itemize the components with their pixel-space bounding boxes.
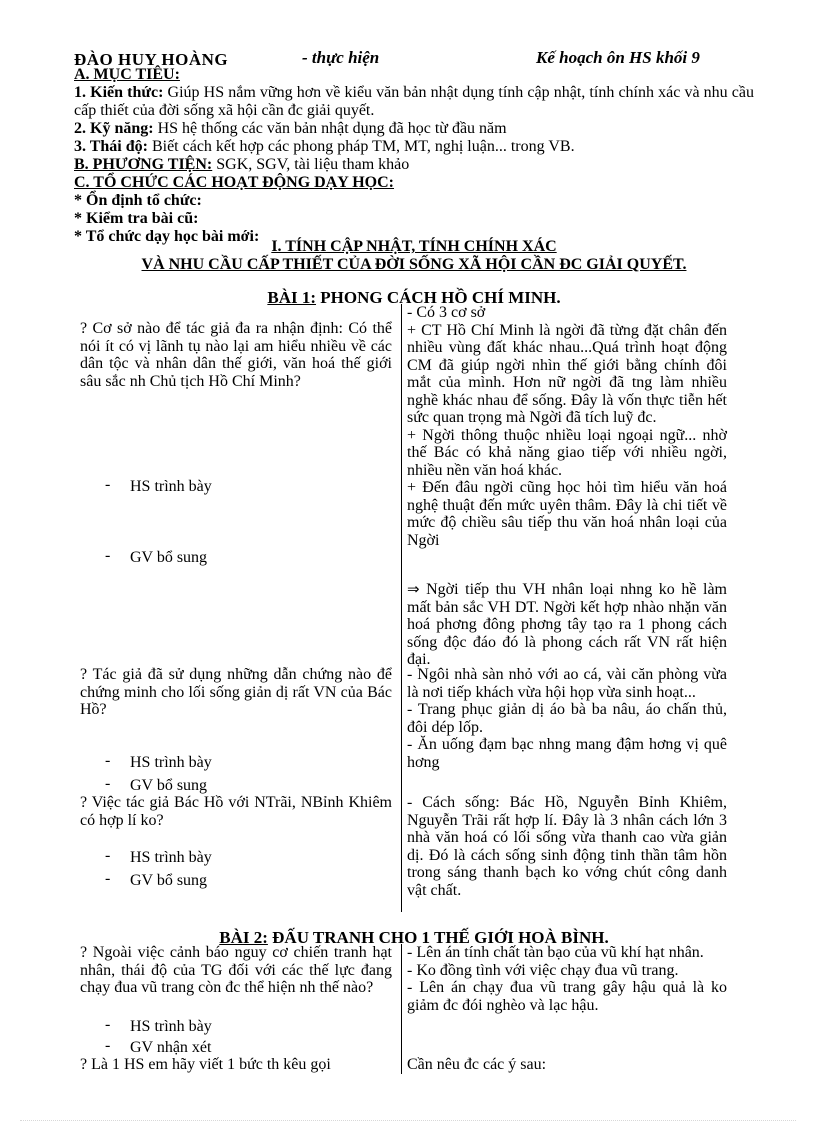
lesson-1-answer-3: - Cách sống: Bác Hồ, Nguyễn Bỉnh Khiêm, Nguyễn Trãi rất hợp lí. Đây là 3 nhân cách lớn 3 nhà văn hoá có lối sống vừa thanh cao vừa giản dị. Đó là cách sống sinh động tinh thần tâm hồn trong sáng thanh bạch ko vớng chút công danh vật chất. (407, 794, 727, 899)
lesson-1-name: PHONG CÁCH HỒ CHÍ MINH. (316, 288, 561, 307)
materials-heading: B. PHƯƠNG TIỆN: (74, 156, 213, 173)
question-text: ? Ngoài việc cảnh báo nguy cơ chiến tranh hạt nhân, thái độ của TG đối với các thế lực đang chạy đua vũ trang còn đc thể hiện nh thế nào? (80, 944, 392, 996)
section-title-line-2: VÀ NHU CẦU CẤP THIẾT CỦA ĐỜI SỐNG XÃ HỘI CẦN ĐC GIẢI QUYẾT. (141, 256, 687, 273)
lesson-2-answer-1: - Lên án tính chất tàn bạo của vũ khí hạt nhân. - Ko đồng tình với việc chạy đua vũ trang. - Lên án chạy đua vũ trang gây hậu quả là ko giảm đc đói nghèo và lạc hậu. (407, 944, 727, 1014)
lesson-1-table: ? Cơ sở nào để tác giả đa ra nhận định: Có thể nói ít có vị lãnh tụ nào lại am hiểu nhiều về các dân tộc và nhân dân thế giới, văn hoá thế giới sâu sắc nh Chủ tịch Hồ Chí Minh? - HS trình bày - GV bổ sung - Có 3 cơ sở + CT Hồ Chí Minh là ngời đã từng đặt chân đến nhiều vùng đất khác nhau...Quá trình hoạt động CM đã giúp ngời nhìn thế giới bằng chính đôi mắt của mình. Hơn nữ ngời đã tng làm nhiều nghề khác nhau để sống. Đây là vốn thực tiễn hết sức quan trọng mà Ngời đã tích luỹ đc. + Ngời thông thuộc nhiều loại ngoại ngữ... nhờ thế Bác có khả năng giao tiếp với nhiều ngời, nhiều nền văn hoá khác. + Đến đâu ngời cũng học hỏi tìm hiểu văn hoá nghệ thuật đến mức uyên thâm. Đây là chi tiết về mức độ chiều sâu tiếp thu văn hoá nhân loại của Ngời ⇒ Ngời tiếp thu VH nhân loại nhng ko hề làm mất bản sắc VH DT. Ngời kết hợp nhào nhặn văn hoá phơng đông phơng tây tạo ra 1 phong cách sống độc đáo đó là phong cách rất VN rất hiện đại. ? Tác giả đã sử dụng những dẫn chứng nào để chứng minh cho lối sống giản dị rất VN của Bác Hồ? - HS trình bày - GV bổ sung - Ngôi nhà sàn nhỏ với ao cá, vài căn phòng vừa là nơi tiếp khách vừa hội họp vừa sinh hoạt... - Trang phục giản dị áo bà ba nâu, áo chấn thủ, đôi dép lốp. - Ăn uống đạm bạc nhng mang đậm hơng vị quê hơng ? Việc tác giả Bác Hồ với NTrãi, NBỉnh Khiêm có hợp lí ko? - HS trình bày - GV bổ sung - Cách sống: Bác Hồ, Nguyễn Bỉnh Khiêm, Nguyễn Trãi rất hợp lí. Đây là 3 nhân cách lớn 3 nhà văn hoá có lối sống vừa thanh cao vừa giản dị. Đó là cách sống sinh động tinh thần tâm hồn trong sáng thanh bạch ko vớng chút công danh vật chất. (80, 304, 730, 912)
lesson-objectives (74, 66, 754, 246)
question-text: ? Việc tác giả Bác Hồ với NTrãi, NBỉnh Khiêm có hợp lí ko? (80, 794, 392, 829)
activity-step-3: * Tổ chức dạy học bài mới: (74, 228, 260, 245)
lesson-1-answer-1-conclusion: ⇒ Ngời tiếp thu VH nhân loại nhng ko hề làm mất bản sắc VH DT. Ngời kết hợp nhào nhặn văn hoá phơng đông phơng tây tạo ra 1 phong cách sống độc đáo đó là phong cách rất VN rất hiện đại. (407, 580, 727, 668)
lesson-1-answer-1: - Có 3 cơ sở + CT Hồ Chí Minh là ngời đã từng đặt chân đến nhiều vùng đất khác nhau...Quá trình hoạt động CM đã giúp ngời nhìn thế giới bằng chính đôi mắt của mình. Hơn nữ ngời đã tng làm nhiều nghề khác nhau để sống. Đây là vốn thực tiễn hết sức quan trọng mà Ngời đã tích luỹ đc. + Ngời thông thuộc nhiều loại ngoại ngữ... nhờ thế Bác có khả năng giao tiếp với nhiều ngời, nhiều nền văn hoá khác. + Đến đâu ngời cũng học hỏi tìm hiểu văn hoá nghệ thuật đến mức uyên thâm. Đây là chi tiết về mức độ chiều sâu tiếp thu văn hoá nhân loại của Ngời (407, 304, 727, 549)
objectives-heading: A. MỤC TIÊU: (74, 66, 180, 83)
activity-step-1: * Ổn định tổ chức: (74, 192, 202, 209)
column-divider (401, 304, 402, 912)
section-title-line-1: I. TÍNH CẬP NHẬT, TÍNH CHÍNH XÁC (271, 238, 557, 255)
skills-label: 2. Kỹ năng: (74, 120, 154, 137)
attitude-text: Biết cách kết hợp các phong pháp TM, MT, nghị luận... trong VB. (147, 138, 575, 155)
activities-heading: C. TỔ CHỨC CÁC HOẠT ĐỘNG DẠY HỌC: (74, 174, 395, 191)
author-role: - thực hiện (302, 48, 380, 67)
skills-text: HS hệ thống các văn bản nhật dụng đã học từ đầu năm (153, 120, 507, 137)
plan-title: Kế hoạch ôn HS khối 9 (536, 48, 700, 67)
column-divider (401, 944, 402, 1074)
lesson-1-label: BÀI 1: (267, 288, 317, 307)
lesson-2-label: BÀI 2: (219, 928, 268, 947)
arrow-right-icon: ⇒ (407, 580, 420, 598)
lesson-2-answer-2: Cần nêu đc các ý sau: (407, 1056, 547, 1073)
knowledge-label: 1. Kiến thức: (74, 84, 164, 101)
author-name: ĐÀO HUY HOÀNG (74, 50, 229, 69)
question-text: ? Cơ sở nào để tác giả đa ra nhận định: Có thể nói ít có vị lãnh tụ nào lại am hiểu nhiều về các dân tộc và nhân dân thế giới, văn hoá thế giới sâu sắc nh Chủ tịch Hồ Chí Minh? (80, 320, 392, 390)
materials-text: SGK, SGV, tài liệu tham khảo (212, 156, 410, 173)
attitude-label: 3. Thái độ: (74, 138, 148, 155)
lesson-2-name: ĐẤU TRANH CHO 1 THẾ GIỚI HOÀ BÌNH. (267, 928, 609, 947)
activity-step-2: * Kiểm tra bài cũ: (74, 210, 199, 227)
question-text: ? Tác giả đã sử dụng những dẫn chứng nào để chứng minh cho lối sống giản dị rất VN của Bác Hồ? (80, 666, 392, 718)
lesson-1-answer-2: - Ngôi nhà sàn nhỏ với ao cá, vài căn phòng vừa là nơi tiếp khách vừa hội họp vừa sinh hoạt... - Trang phục giản dị áo bà ba nâu, áo chấn thủ, đôi dép lốp. - Ăn uống đạm bạc nhng mang đậm hơng vị quê hơng (407, 666, 727, 771)
knowledge-text: Giúp HS nắm vững hơn về kiểu văn bản nhật dụng tính cập nhật, tính chính xác và nhu cầu cấp thiết của đời sống xã hội cần đc giải quyết. (74, 84, 754, 119)
question-text: ? Là 1 HS em hãy viết 1 bức th kêu gọi (80, 1056, 331, 1073)
lesson-2-table: ? Ngoài việc cảnh báo nguy cơ chiến tranh hạt nhân, thái độ của TG đối với các thế lực đang chạy đua vũ trang còn đc thể hiện nh thế nào? - HS trình bày - GV nhận xét - Lên án tính chất tàn bạo của vũ khí hạt nhân. - Ko đồng tình với việc chạy đua vũ trang. - Lên án chạy đua vũ trang gây hậu quả là ko giảm đc đói nghèo và lạc hậu. ? Là 1 HS em hãy viết 1 bức th kêu gọi Cần nêu đc các ý sau: (80, 944, 727, 1073)
page-bottom-border (20, 1120, 796, 1121)
